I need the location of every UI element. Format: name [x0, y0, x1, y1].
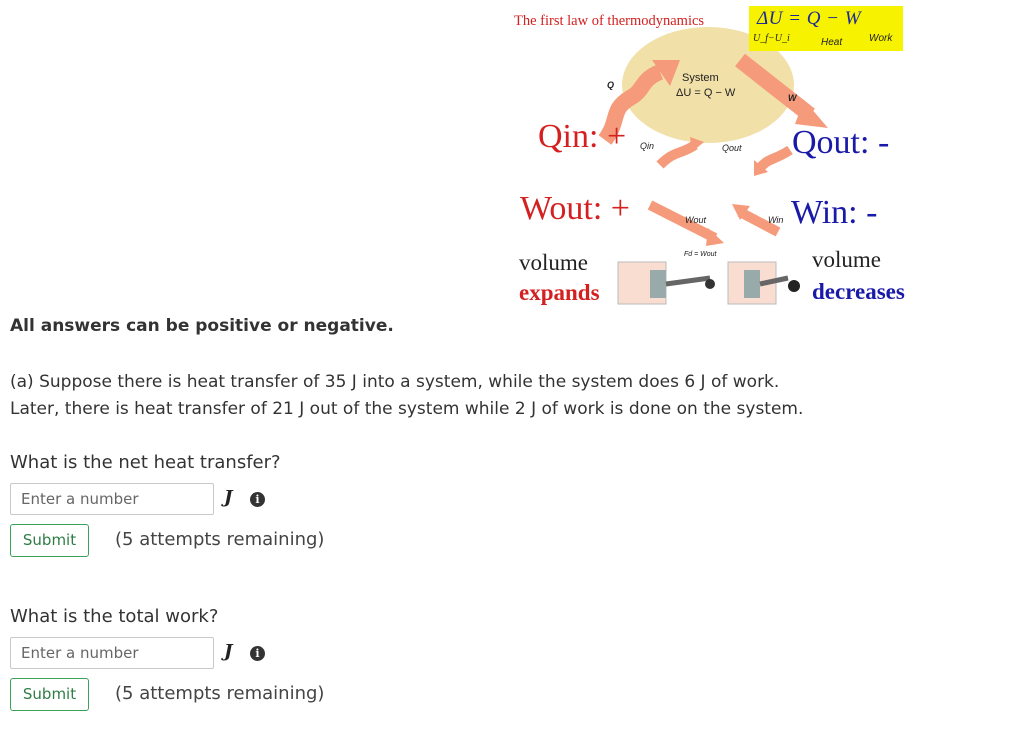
- question-total-work-label: What is the total work?: [10, 606, 219, 627]
- qout-small-label: Qout: [722, 143, 742, 153]
- volume-right: volume: [812, 247, 881, 272]
- problem-line-2: Later, there is heat transfer of 21 J out of the system while 2 J of work is done on the system.: [10, 399, 804, 419]
- system-equation: ΔU = Q − W: [676, 87, 736, 99]
- wout-small-label: Wout: [685, 215, 707, 225]
- qout-text: Qout: -: [792, 124, 890, 161]
- qin-text: Qin: +: [538, 118, 627, 155]
- attempts-remaining-net-heat: (5 attempts remaining): [115, 529, 325, 550]
- qin-small-label: Qin: [640, 141, 655, 151]
- piston-right-head: [744, 270, 760, 298]
- instruction-note: All answers can be positive or negative.: [10, 316, 394, 336]
- diagram-headline: The first law of thermodynamics: [514, 13, 705, 29]
- equation: ΔU = Q − W: [757, 8, 862, 29]
- decreases-text: decreases: [812, 279, 905, 304]
- attempts-remaining-total-work: (5 attempts remaining): [115, 683, 325, 704]
- win-text: Win: -: [791, 194, 878, 231]
- wout-text: Wout: +: [520, 190, 630, 227]
- system-label: System: [682, 72, 719, 84]
- submit-button-total-work[interactable]: Submit: [10, 678, 89, 711]
- total-work-unit: J: [224, 641, 233, 662]
- piston-left-head: [650, 270, 666, 298]
- question-net-heat-label: What is the net heat transfer?: [10, 452, 281, 473]
- equation-sub-work: Work: [869, 33, 893, 44]
- equation-sub-heat: Heat: [821, 37, 843, 48]
- info-icon[interactable]: i: [250, 492, 265, 507]
- problem-line-1: (a) Suppose there is heat transfer of 35 J into a system, while the system does 6 J of work.: [10, 372, 780, 392]
- fd-label: Fd = Wout: [684, 251, 717, 258]
- expands-text: expands: [519, 280, 600, 305]
- equation-sub-delta: U_f−U_i: [753, 33, 790, 44]
- win-small-label: Win: [768, 215, 784, 225]
- net-heat-input[interactable]: [10, 483, 214, 515]
- qin-small-arrow: [660, 145, 695, 165]
- q-label: Q: [607, 80, 615, 90]
- w-label: W: [788, 93, 797, 103]
- volume-left: volume: [519, 250, 588, 275]
- thermodynamics-diagram: [510, 0, 930, 312]
- submit-button-net-heat[interactable]: Submit: [10, 524, 89, 557]
- total-work-input[interactable]: [10, 637, 214, 669]
- qout-small-arrow: [760, 150, 790, 168]
- info-icon[interactable]: i: [250, 646, 265, 661]
- net-heat-unit: J: [224, 487, 233, 508]
- equation-box: [749, 6, 903, 51]
